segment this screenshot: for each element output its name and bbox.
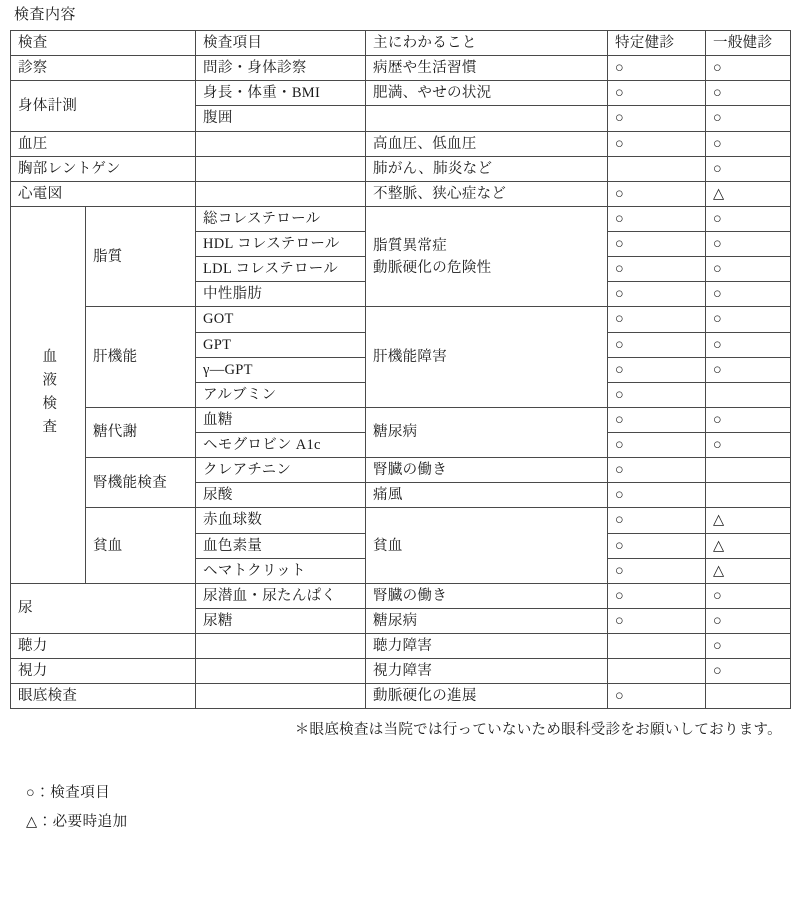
exam-name: 眼底検査 bbox=[11, 684, 196, 709]
mark-ippan bbox=[706, 382, 791, 407]
table-row bbox=[11, 56, 791, 81]
mark-tokutei: ○ bbox=[608, 81, 706, 106]
mark-tokutei: ○ bbox=[608, 332, 706, 357]
mark-ippan: ○ bbox=[706, 407, 791, 432]
mark-tokutei bbox=[608, 659, 706, 684]
mark-tokutei: ○ bbox=[608, 282, 706, 307]
exam-finding: 動脈硬化の進展 bbox=[366, 684, 608, 709]
mark-ippan bbox=[706, 684, 791, 709]
table-row bbox=[11, 508, 791, 533]
table-row bbox=[11, 583, 791, 608]
exam-finding: 不整脈、狭心症など bbox=[366, 181, 608, 206]
exam-item: 血糖 bbox=[196, 407, 366, 432]
mark-ippan: ○ bbox=[706, 357, 791, 382]
mark-ippan: △ bbox=[706, 558, 791, 583]
exam-item: GOT bbox=[196, 307, 366, 332]
exam-item bbox=[196, 684, 366, 709]
table-row bbox=[11, 684, 791, 709]
exam-name-urine: 尿 bbox=[11, 583, 196, 633]
mark-ippan: △ bbox=[706, 508, 791, 533]
exam-finding: 病歴や生活習慣 bbox=[366, 56, 608, 81]
column-header-ippan: 一般健診 bbox=[706, 31, 791, 56]
lipid-finding-line-1: 脂質異常症 bbox=[373, 237, 448, 254]
examination-table bbox=[10, 30, 791, 709]
exam-name: 診察 bbox=[11, 56, 196, 81]
mark-tokutei bbox=[608, 634, 706, 659]
exam-item: クレアチニン bbox=[196, 458, 366, 483]
table-row bbox=[11, 458, 791, 483]
exam-item bbox=[196, 634, 366, 659]
exam-item: ヘモグロビン A1c bbox=[196, 433, 366, 458]
table-row bbox=[11, 131, 791, 156]
exam-name: 胸部レントゲン bbox=[11, 156, 196, 181]
mark-ippan: ○ bbox=[706, 257, 791, 282]
exam-finding: 腎臓の働き bbox=[366, 458, 608, 483]
exam-item: 尿糖 bbox=[196, 608, 366, 633]
table-row bbox=[11, 407, 791, 432]
lipid-finding-line-2: 動脈硬化の危険性 bbox=[373, 259, 492, 276]
exam-subgroup-glucose: 糖代謝 bbox=[86, 407, 196, 457]
table-row bbox=[11, 156, 791, 181]
exam-finding-lipid bbox=[366, 206, 608, 307]
exam-item: 赤血球数 bbox=[196, 508, 366, 533]
mark-ippan: ○ bbox=[706, 232, 791, 257]
exam-item: LDL コレステロール bbox=[196, 257, 366, 282]
footnote: ＊眼底検査は当院では行っていないため眼科受診をお願いしております。 bbox=[294, 722, 782, 739]
exam-name: 視力 bbox=[11, 659, 196, 684]
mark-tokutei: ○ bbox=[608, 56, 706, 81]
mark-ippan: ○ bbox=[706, 659, 791, 684]
blood-test-vertical-label: 血液検査 bbox=[40, 347, 57, 442]
mark-ippan: ○ bbox=[706, 332, 791, 357]
table-row bbox=[11, 307, 791, 332]
exam-item: アルブミン bbox=[196, 382, 366, 407]
exam-item: 中性脂肪 bbox=[196, 282, 366, 307]
mark-tokutei: ○ bbox=[608, 106, 706, 131]
column-header-exam: 検査 bbox=[11, 31, 196, 56]
exam-subgroup-kidney: 腎機能検査 bbox=[86, 458, 196, 508]
exam-subgroup-liver: 肝機能 bbox=[86, 307, 196, 408]
exam-finding: 聴力障害 bbox=[366, 634, 608, 659]
exam-item: ヘマトクリット bbox=[196, 558, 366, 583]
exam-finding: 肥満、やせの状況 bbox=[366, 81, 608, 106]
exam-item: 血色素量 bbox=[196, 533, 366, 558]
mark-tokutei: ○ bbox=[608, 508, 706, 533]
mark-tokutei: ○ bbox=[608, 307, 706, 332]
mark-tokutei: ○ bbox=[608, 357, 706, 382]
mark-tokutei: ○ bbox=[608, 257, 706, 282]
exam-item: HDL コレステロール bbox=[196, 232, 366, 257]
exam-item bbox=[196, 131, 366, 156]
mark-ippan: ○ bbox=[706, 106, 791, 131]
mark-ippan: ○ bbox=[706, 433, 791, 458]
mark-tokutei: ○ bbox=[608, 458, 706, 483]
mark-tokutei: ○ bbox=[608, 206, 706, 231]
mark-tokutei: ○ bbox=[608, 382, 706, 407]
mark-tokutei: ○ bbox=[608, 608, 706, 633]
exam-subgroup-anemia: 貧血 bbox=[86, 508, 196, 583]
exam-name: 身体計測 bbox=[11, 81, 196, 131]
exam-finding: 痛風 bbox=[366, 483, 608, 508]
mark-ippan: ○ bbox=[706, 608, 791, 633]
exam-finding-liver: 肝機能障害 bbox=[366, 307, 608, 408]
exam-finding: 腎臓の働き bbox=[366, 583, 608, 608]
mark-ippan bbox=[706, 458, 791, 483]
mark-ippan: ○ bbox=[706, 282, 791, 307]
mark-tokutei: ○ bbox=[608, 181, 706, 206]
column-header-tokutei: 特定健診 bbox=[608, 31, 706, 56]
exam-finding: 高血圧、低血圧 bbox=[366, 131, 608, 156]
table-row bbox=[11, 634, 791, 659]
exam-item bbox=[196, 156, 366, 181]
mark-tokutei: ○ bbox=[608, 684, 706, 709]
exam-name: 血圧 bbox=[11, 131, 196, 156]
exam-item bbox=[196, 181, 366, 206]
table-row bbox=[11, 81, 791, 106]
mark-tokutei: ○ bbox=[608, 533, 706, 558]
mark-ippan bbox=[706, 483, 791, 508]
table-header-row bbox=[11, 31, 791, 56]
mark-tokutei: ○ bbox=[608, 583, 706, 608]
mark-tokutei: ○ bbox=[608, 232, 706, 257]
exam-finding: 肺がん、肺炎など bbox=[366, 156, 608, 181]
mark-ippan: ○ bbox=[706, 81, 791, 106]
mark-ippan: △ bbox=[706, 181, 791, 206]
exam-item: γ―GPT bbox=[196, 357, 366, 382]
mark-ippan: ○ bbox=[706, 156, 791, 181]
mark-ippan: ○ bbox=[706, 56, 791, 81]
mark-ippan: ○ bbox=[706, 583, 791, 608]
legend-item-triangle: △：必要時追加 bbox=[26, 814, 128, 831]
mark-ippan: ○ bbox=[706, 206, 791, 231]
mark-ippan: ○ bbox=[706, 131, 791, 156]
exam-item: 腹囲 bbox=[196, 106, 366, 131]
exam-subgroup-lipid: 脂質 bbox=[86, 206, 196, 307]
exam-name-blood bbox=[11, 206, 86, 583]
exam-item: 問診・身体診察 bbox=[196, 56, 366, 81]
column-header-finding: 主にわかること bbox=[366, 31, 608, 56]
exam-name: 聴力 bbox=[11, 634, 196, 659]
exam-item: 総コレステロール bbox=[196, 206, 366, 231]
column-header-item: 検査項目 bbox=[196, 31, 366, 56]
exam-finding-glucose: 糖尿病 bbox=[366, 407, 608, 457]
exam-item: 尿潜血・尿たんぱく bbox=[196, 583, 366, 608]
exam-finding: 視力障害 bbox=[366, 659, 608, 684]
exam-item: 身長・体重・BMI bbox=[196, 81, 366, 106]
table-row bbox=[11, 181, 791, 206]
exam-finding bbox=[366, 106, 608, 131]
exam-item: 尿酸 bbox=[196, 483, 366, 508]
page-title: 検査内容 bbox=[14, 7, 77, 23]
table-row bbox=[11, 206, 791, 231]
table-row bbox=[11, 659, 791, 684]
mark-tokutei: ○ bbox=[608, 407, 706, 432]
mark-tokutei bbox=[608, 156, 706, 181]
mark-ippan: △ bbox=[706, 533, 791, 558]
mark-tokutei: ○ bbox=[608, 433, 706, 458]
exam-finding: 糖尿病 bbox=[366, 608, 608, 633]
legend bbox=[10, 779, 790, 837]
mark-ippan: ○ bbox=[706, 307, 791, 332]
mark-ippan: ○ bbox=[706, 634, 791, 659]
mark-tokutei: ○ bbox=[608, 131, 706, 156]
mark-tokutei: ○ bbox=[608, 483, 706, 508]
mark-tokutei: ○ bbox=[608, 558, 706, 583]
exam-finding-anemia: 貧血 bbox=[366, 508, 608, 583]
exam-item bbox=[196, 659, 366, 684]
legend-item-circle: ○：検査項目 bbox=[26, 785, 111, 802]
exam-name: 心電図 bbox=[11, 181, 196, 206]
exam-item: GPT bbox=[196, 332, 366, 357]
